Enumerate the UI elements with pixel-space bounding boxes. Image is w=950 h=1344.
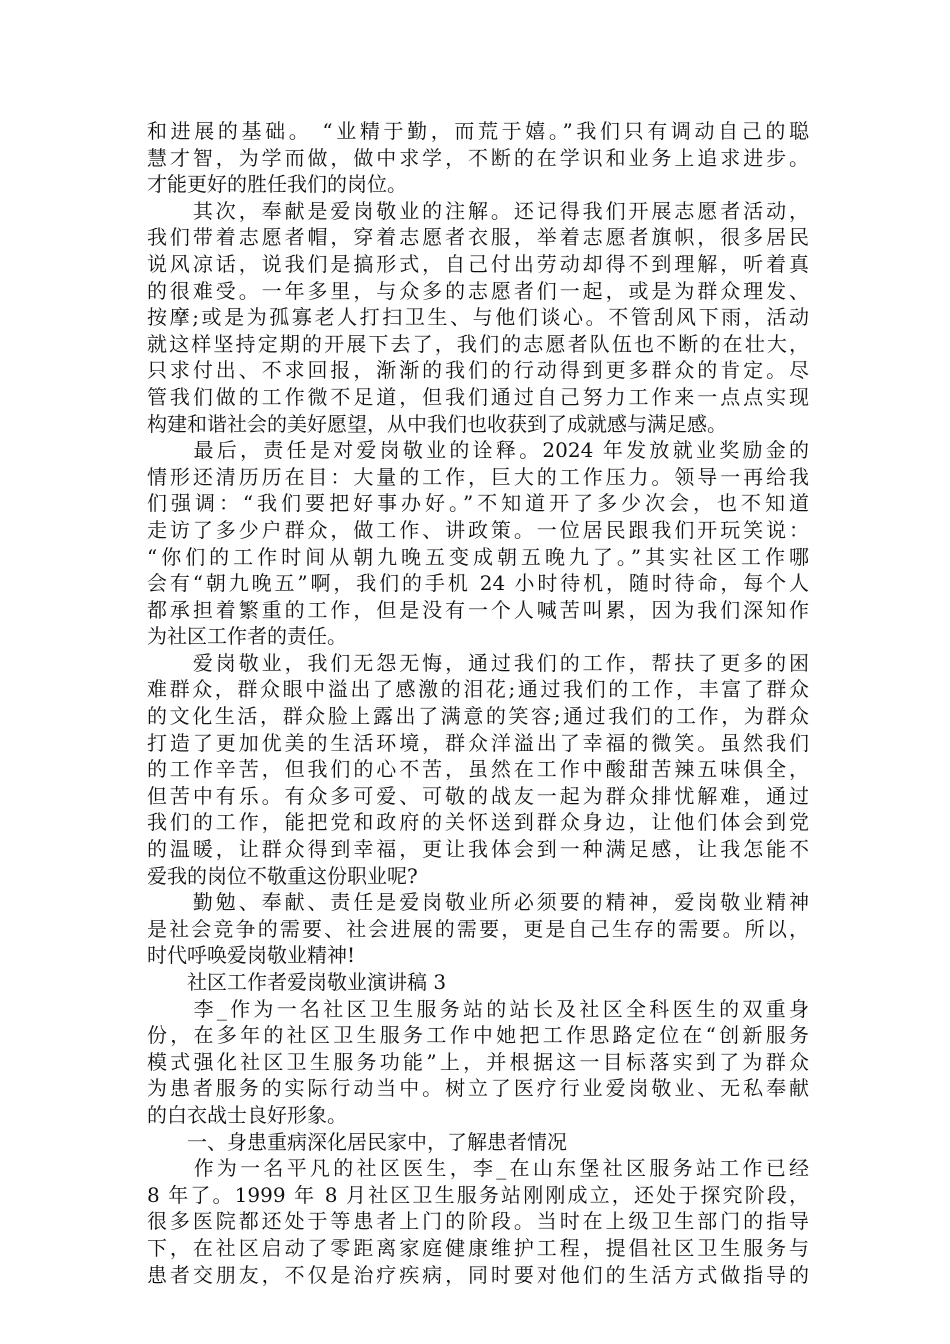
text-line: 会有“朝九晚五”啊，我们的手机 24 小时待机，随时待命，每个人 <box>147 571 809 596</box>
text-line: 说风凉话，说我们是搞形式，自己付出劳动却得不到理解，听着真 <box>147 251 809 276</box>
text-line: 但苦中有乐。有众多可爱、可敬的战友一起为群众排忧解难，通过 <box>147 783 809 808</box>
text-line: 走访了多少户群众，做工作、讲政策。一位居民跟我们开玩笑说： <box>147 517 809 542</box>
text-line: 才能更好的胜任我们的岗位。 <box>147 172 407 197</box>
text-line: 为患者服务的实际行动当中。树立了医疗行业爱岗敬业、无私奉献 <box>147 1076 809 1101</box>
text-line: 作为一名平凡的社区医生，李_在山东堡社区服务站工作已经 <box>147 1156 809 1181</box>
text-line: 的温暖，让群众得到幸福，更让我体会到一种满足感，让我怎能不 <box>147 837 809 862</box>
document-body-text <box>147 118 809 1288</box>
text-line: 只求付出、不求回报，渐渐的我们的行动得到更多群众的肯定。尽 <box>147 358 809 383</box>
text-line: 其次，奉献是爱岗敬业的注解。还记得我们开展志愿者活动， <box>147 198 809 223</box>
text-line: 构建和谐社会的美好愿望，从中我们也收获到了成就感与满足感。 <box>147 411 727 436</box>
text-line: “你们的工作时间从朝九晚五变成朝五晚九了。”其实社区工作哪 <box>147 544 809 569</box>
text-line: 都承担着繁重的工作，但是没有一个人喊苦叫累，因为我们深知作 <box>147 597 809 622</box>
text-line: 的很难受。一年多里，与众多的志愿者们一起，或是为群众理发、 <box>147 278 809 303</box>
text-line: 爱岗敬业，我们无怨无悔，通过我们的工作，帮扶了更多的困 <box>147 650 809 675</box>
text-line: 最后，责任是对爱岗敬业的诠释。2024 年发放就业奖励金的 <box>147 438 809 463</box>
text-line: 的工作辛苦，但我们的心不苦，虽然在工作中酸甜苦辣五味俱全， <box>147 757 809 782</box>
text-line: 管我们做的工作微不足道，但我们通过自己努力工作来一点点实现 <box>147 384 809 409</box>
text-line: 为社区工作者的责任。 <box>147 624 347 649</box>
text-line: 们强调：“我们要把好事办好。”不知道开了多少次会，也不知道 <box>147 491 809 516</box>
text-line: 时代呼唤爱岗敬业精神! <box>147 943 356 968</box>
text-line: 患者交朋友，不仅是治疗疾病，同时要对他们的生活方式做指导的 <box>147 1262 809 1287</box>
text-line: 情形还清历历在目：大量的工作，巨大的工作压力。领导一再给我 <box>147 464 809 489</box>
text-line: 打造了更加优美的生活环境，群众洋溢出了幸福的微笑。虽然我们 <box>147 730 809 755</box>
text-line: 我们带着志愿者帽，穿着志愿者衣服，举着志愿者旗帜，很多居民 <box>147 225 809 250</box>
text-line: 是社会竞争的需要、社会进展的需要，更是自己生存的需要。所以， <box>147 916 809 941</box>
text-line: 按摩;或是为孤寡老人打扫卫生、与他们谈心。不管刮风下雨，活动 <box>147 305 809 330</box>
text-line: 很多医院都还处于等患者上门的阶段。当时在上级卫生部门的指导 <box>147 1209 809 1234</box>
text-line: 下，在社区启动了零距离家庭健康维护工程，提倡社区卫生服务与 <box>147 1235 809 1260</box>
text-line: 和进展的基础。 “业精于勤，而荒于嬉。”我们只有调动自己的聪 <box>147 119 809 143</box>
text-line: 一、身患重病深化居民家中，了解患者情况 <box>147 1129 567 1154</box>
text-line: 慧才智，为学而做，做中求学，不断的在学识和业务上追求进步。 <box>147 145 809 170</box>
text-line: 的白衣战士良好形象。 <box>147 1102 347 1127</box>
text-line: 李_作为一名社区卫生服务站的站长及社区全科医生的双重身 <box>147 996 809 1021</box>
text-line: 8 年了。1999 年 8 月社区卫生服务站刚刚成立，还处于探究阶段， <box>147 1182 809 1207</box>
text-line: 难群众，群众眼中溢出了感激的泪花;通过我们的工作，丰富了群众 <box>147 677 809 702</box>
text-line: 勤勉、奉献、责任是爱岗敬业所必须要的精神，爱岗敬业精神 <box>147 890 809 915</box>
text-line: 就这样坚持定期的开展下去了，我们的志愿者队伍也不断的在壮大， <box>147 331 809 356</box>
text-line: 份，在多年的社区卫生服务工作中她把工作思路定位在“创新服务 <box>147 1023 809 1048</box>
text-line: 模式强化社区卫生服务功能”上，并根据这一目标落实到了为群众 <box>147 1049 809 1074</box>
text-line: 爱我的岗位不敬重这份职业呢? <box>147 863 418 888</box>
text-line: 的文化生活，群众脸上露出了满意的笑容;通过我们的工作，为群众 <box>147 704 809 729</box>
text-line: 我们的工作，能把党和政府的关怀送到群众身边，让他们体会到党 <box>147 810 809 835</box>
text-line: 社区工作者爱岗敬业演讲稿 3 <box>147 970 447 994</box>
